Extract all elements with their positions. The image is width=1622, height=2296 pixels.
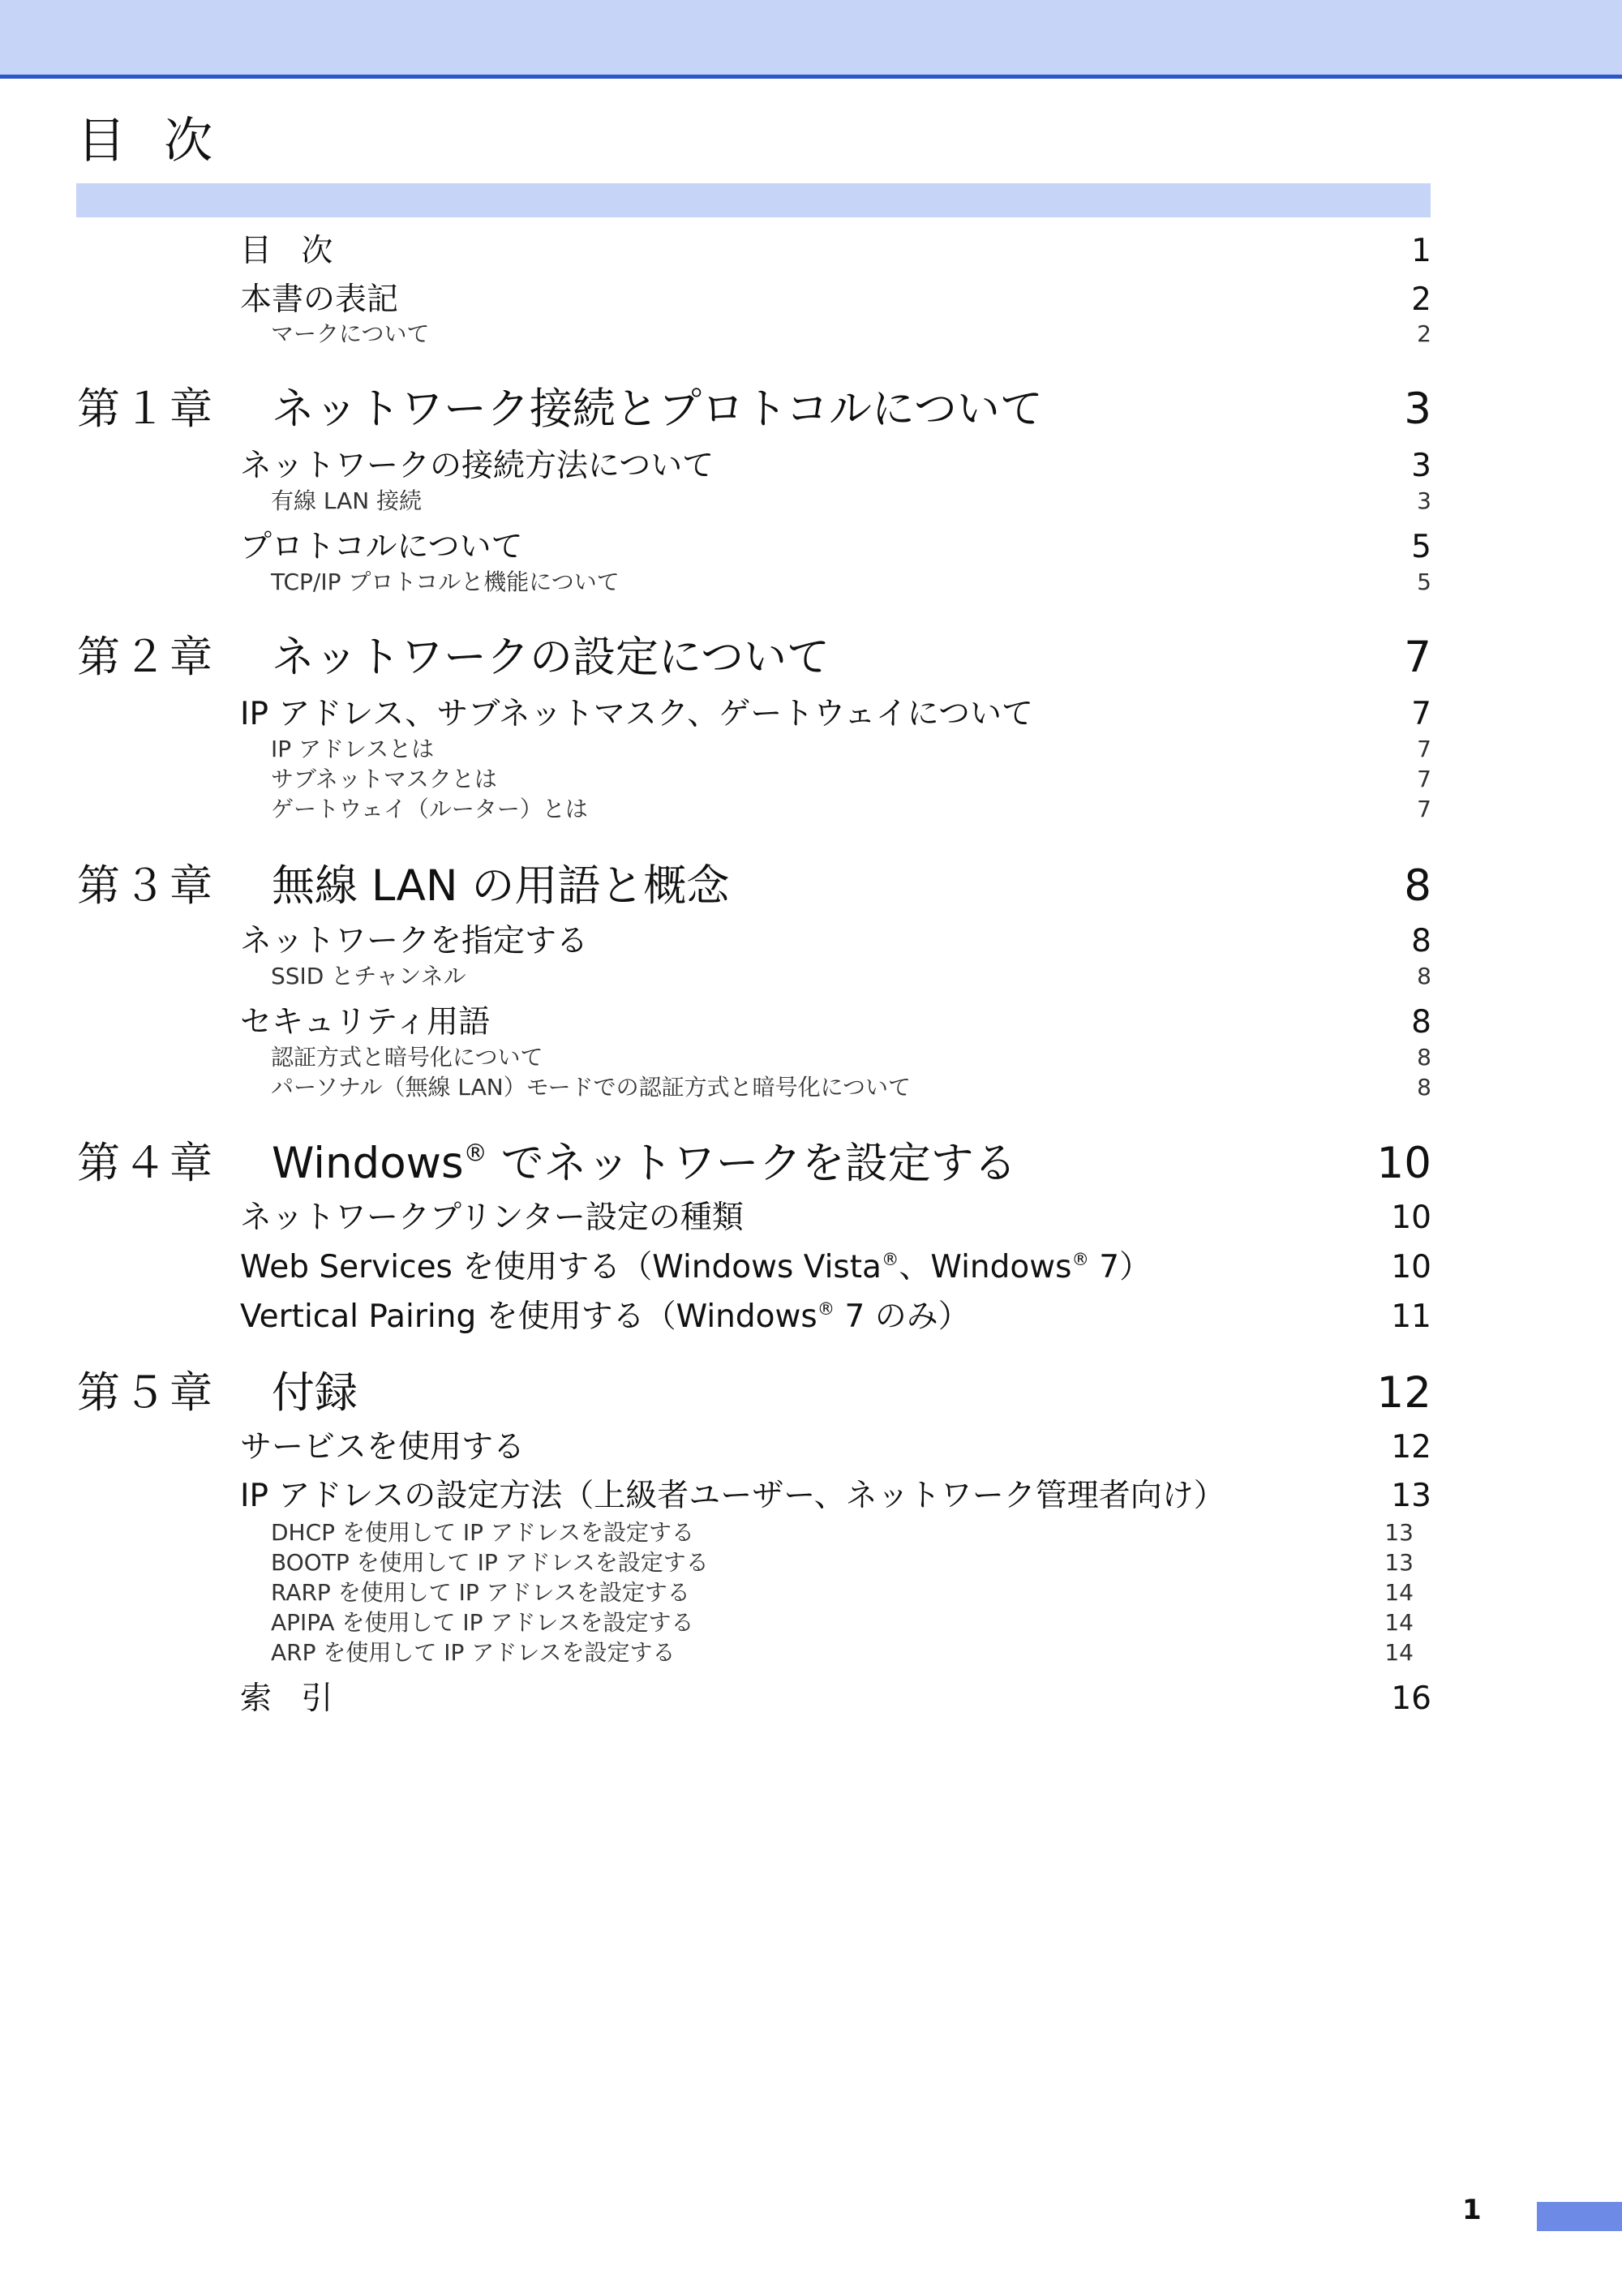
toc-chapter-label [77, 1129, 1017, 1191]
label-part: 、Windows [899, 1249, 1072, 1285]
toc-entry-page: 7 [1404, 633, 1431, 682]
toc-entry-page: 2 [1417, 320, 1431, 347]
toc-chapter-label [77, 1358, 358, 1420]
toc-subentry[interactable] [271, 732, 1431, 762]
label-part: Vertical Pairing を使用する（Windows [240, 1298, 817, 1335]
toc-entry-label: セキュリティ用語 [240, 1004, 491, 1041]
chapter-number: 第２章 [77, 633, 216, 682]
toc-subentry[interactable] [271, 483, 1431, 514]
toc-entry[interactable] [240, 274, 1431, 318]
toc-subentry[interactable] [271, 564, 1431, 595]
toc-entry[interactable] [240, 997, 1431, 1041]
toc-entry[interactable] [240, 916, 1431, 959]
toc-chapter-label [77, 852, 729, 913]
registered-mark: ® [881, 1250, 899, 1270]
toc-chapter-label [77, 375, 1043, 436]
toc-entry-page: 3 [1411, 448, 1431, 484]
chapter-title: ネットワークの設定について [272, 633, 830, 682]
toc-entry-page: 8 [1417, 963, 1431, 989]
page-title: 目 次 [77, 113, 225, 170]
registered-mark: ® [817, 1299, 835, 1320]
toc-entry-label: IP アドレスの設定方法（上級者ユーザー、ネットワーク管理者向け） [240, 1478, 1225, 1514]
chapter-title: 無線 LAN の用語と概念 [272, 861, 730, 911]
toc-chapter-5[interactable] [77, 1358, 1431, 1418]
toc-entry-page: 13 [1384, 1549, 1414, 1576]
toc-entry[interactable] [240, 689, 1431, 732]
toc-entry-page: 10 [1391, 1249, 1431, 1285]
toc-subentry[interactable] [271, 792, 1431, 822]
toc-entry-page: 2 [1411, 281, 1431, 318]
toc-entry-page: 8 [1411, 1004, 1431, 1041]
toc-entry-label: ネットワークプリンター設定の種類 [240, 1199, 744, 1236]
toc-entry-label: BOOTP を使用して IP アドレスを設定する [271, 1549, 709, 1576]
chapter-number: 第１章 [77, 384, 216, 434]
toc-entry-label: IP アドレスとは [271, 736, 435, 762]
toc-entry-page: 8 [1411, 923, 1431, 959]
toc-entry-label: ARP を使用して IP アドレスを設定する [271, 1639, 676, 1666]
toc-entry-label [240, 1242, 1151, 1287]
toc-entry-page: 10 [1376, 1139, 1431, 1188]
toc-entry-page: 10 [1391, 1199, 1431, 1236]
chapter-title: 付録 [272, 1368, 358, 1418]
toc-entry[interactable] [240, 1192, 1431, 1236]
chapter-title-rest: でネットワークを設定する [487, 1139, 1017, 1188]
toc-entry-label: APIPA を使用して IP アドレスを設定する [271, 1609, 694, 1636]
toc-entry-label: ネットワークの接続方法について [240, 448, 714, 484]
toc-entry-label: マークについて [271, 320, 430, 347]
corner-tab [1537, 2202, 1622, 2231]
toc-subentry[interactable] [271, 1545, 1414, 1576]
toc-chapter-2[interactable] [77, 623, 1431, 682]
toc-entry-label: サブネットマスクとは [271, 766, 497, 792]
toc-entry-page: 12 [1391, 1429, 1431, 1466]
toc-entry-label: プロトコルについて [240, 529, 523, 565]
toc-entry[interactable] [240, 1242, 1431, 1285]
toc-subentry[interactable] [271, 1635, 1414, 1666]
toc-entry[interactable] [240, 1291, 1431, 1335]
toc-entry-page: 3 [1417, 487, 1431, 514]
toc-entry[interactable] [240, 225, 1431, 269]
toc-entry-label: 本書の表記 [240, 281, 399, 318]
toc-entry-page: 1 [1411, 233, 1431, 269]
label-part: 7 のみ） [835, 1298, 970, 1335]
toc-chapter-label [77, 623, 830, 685]
toc-entry[interactable] [240, 1673, 1431, 1717]
toc-entry-label: RARP を使用して IP アドレスを設定する [271, 1579, 690, 1606]
registered-mark: ® [463, 1139, 487, 1167]
label-part: 7） [1088, 1249, 1152, 1285]
toc-entry-label: IP アドレス、サブネットマスク、ゲートウェイについて [240, 696, 1033, 732]
toc-subentry[interactable] [271, 1515, 1414, 1546]
toc-entry-label: 索 引 [240, 1680, 343, 1717]
toc-subentry[interactable] [271, 1605, 1414, 1636]
toc-entry-page: 5 [1417, 569, 1431, 595]
page-number: 1 [1462, 2194, 1482, 2226]
toc-entry-page: 3 [1404, 384, 1431, 434]
toc-entry-page: 13 [1384, 1519, 1414, 1546]
toc-entry-label: DHCP を使用して IP アドレスを設定する [271, 1519, 695, 1546]
toc-subentry[interactable] [271, 1040, 1431, 1071]
toc-entry-label: ネットワークを指定する [240, 923, 589, 959]
toc-subentry[interactable] [271, 959, 1431, 989]
toc-entry[interactable] [240, 1470, 1431, 1514]
toc-subentry[interactable] [271, 316, 1431, 347]
toc-entry-label: パーソナル（無線 LAN）モードでの認証方式と暗号化について [271, 1074, 912, 1101]
toc-entry-page: 7 [1417, 736, 1431, 762]
chapter-number: 第４章 [77, 1139, 216, 1188]
toc-entry-page: 14 [1384, 1579, 1414, 1606]
toc-entry-page: 5 [1411, 529, 1431, 565]
toc-entry[interactable] [240, 521, 1431, 565]
toc-subentry[interactable] [271, 1070, 1431, 1101]
toc-entry-page: 14 [1384, 1609, 1414, 1636]
toc-chapter-3[interactable] [77, 852, 1431, 911]
toc-entry[interactable] [240, 440, 1431, 484]
toc-entry-page: 11 [1391, 1298, 1431, 1335]
toc-entry-label: サービスを使用する [240, 1429, 526, 1466]
chapter-title: ネットワーク接続とプロトコルについて [272, 384, 1043, 434]
toc-subentry[interactable] [271, 762, 1431, 792]
toc-entry-page: 13 [1391, 1478, 1431, 1514]
chapter-number: 第５章 [77, 1368, 216, 1418]
toc-entry-page: 14 [1384, 1639, 1414, 1666]
toc-entry-label: 目 次 [240, 233, 343, 269]
toc-entry-page: 8 [1417, 1044, 1431, 1071]
chapter-number: 第３章 [77, 861, 216, 911]
toc-subentry[interactable] [271, 1575, 1414, 1606]
chapter-title: Windows [272, 1139, 464, 1188]
toc-entry-page: 7 [1417, 796, 1431, 822]
toc-entry-label: 認証方式と暗号化について [271, 1044, 543, 1071]
toc-chapter-1[interactable] [77, 375, 1431, 434]
label-part: Web Services を使用する（Windows Vista [240, 1249, 882, 1285]
toc-chapter-4[interactable] [77, 1129, 1431, 1188]
toc-entry-page: 12 [1376, 1368, 1431, 1418]
toc-entry-label: TCP/IP プロトコルと機能について [271, 569, 620, 595]
toc-entry-page: 7 [1411, 696, 1431, 732]
toc-entry-page: 8 [1417, 1074, 1431, 1101]
toc-entry[interactable] [240, 1422, 1431, 1466]
registered-mark: ® [1071, 1250, 1089, 1270]
toc-entry-label [240, 1291, 970, 1337]
toc-entry-page: 16 [1391, 1680, 1431, 1717]
toc-entry-label: 有線 LAN 接続 [271, 487, 423, 514]
toc-entry-label: ゲートウェイ（ルーター）とは [271, 796, 588, 822]
toc-entry-page: 7 [1417, 766, 1431, 792]
toc-entry-page: 8 [1404, 861, 1431, 911]
toc-entry-label: SSID とチャンネル [271, 963, 466, 989]
